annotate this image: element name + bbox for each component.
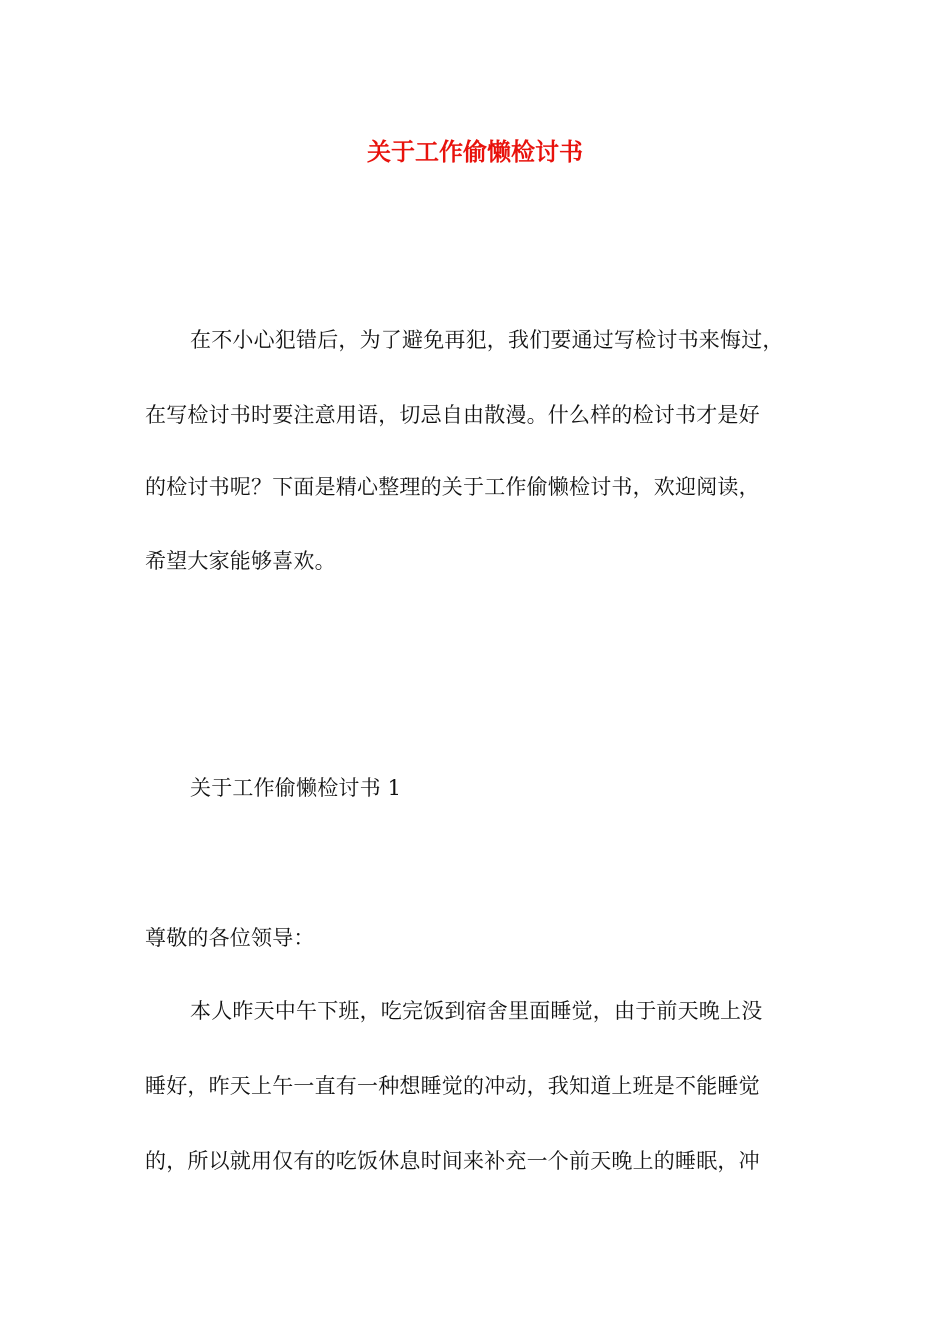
intro-line-1: 在不小心犯错后，为了避免再犯，我们要通过写检讨书来悔过， [190, 328, 784, 352]
intro-line-3: 的检讨书呢？下面是精心整理的关于工作偷懒检讨书，欢迎阅读， [145, 475, 760, 499]
body-line-1: 本人昨天中午下班，吃完饭到宿舍里面睡觉，由于前天晚上没 [190, 999, 763, 1023]
section-heading: 关于工作偷懒检讨书 1 [190, 776, 402, 800]
body-line-3: 的，所以就用仅有的吃饭休息时间来补充一个前天晚上的睡眠，冲 [145, 1149, 760, 1173]
intro-line-4: 希望大家能够喜欢。 [145, 549, 336, 573]
document-title: 关于工作偷懒检讨书 [367, 137, 583, 166]
body-line-2: 睡好，昨天上午一直有一种想睡觉的冲动，我知道上班是不能睡觉 [145, 1074, 760, 1098]
intro-line-2: 在写检讨书时要注意用语，切忌自由散漫。什么样的检讨书才是好 [145, 403, 760, 427]
salutation: 尊敬的各位领导： [145, 926, 315, 950]
